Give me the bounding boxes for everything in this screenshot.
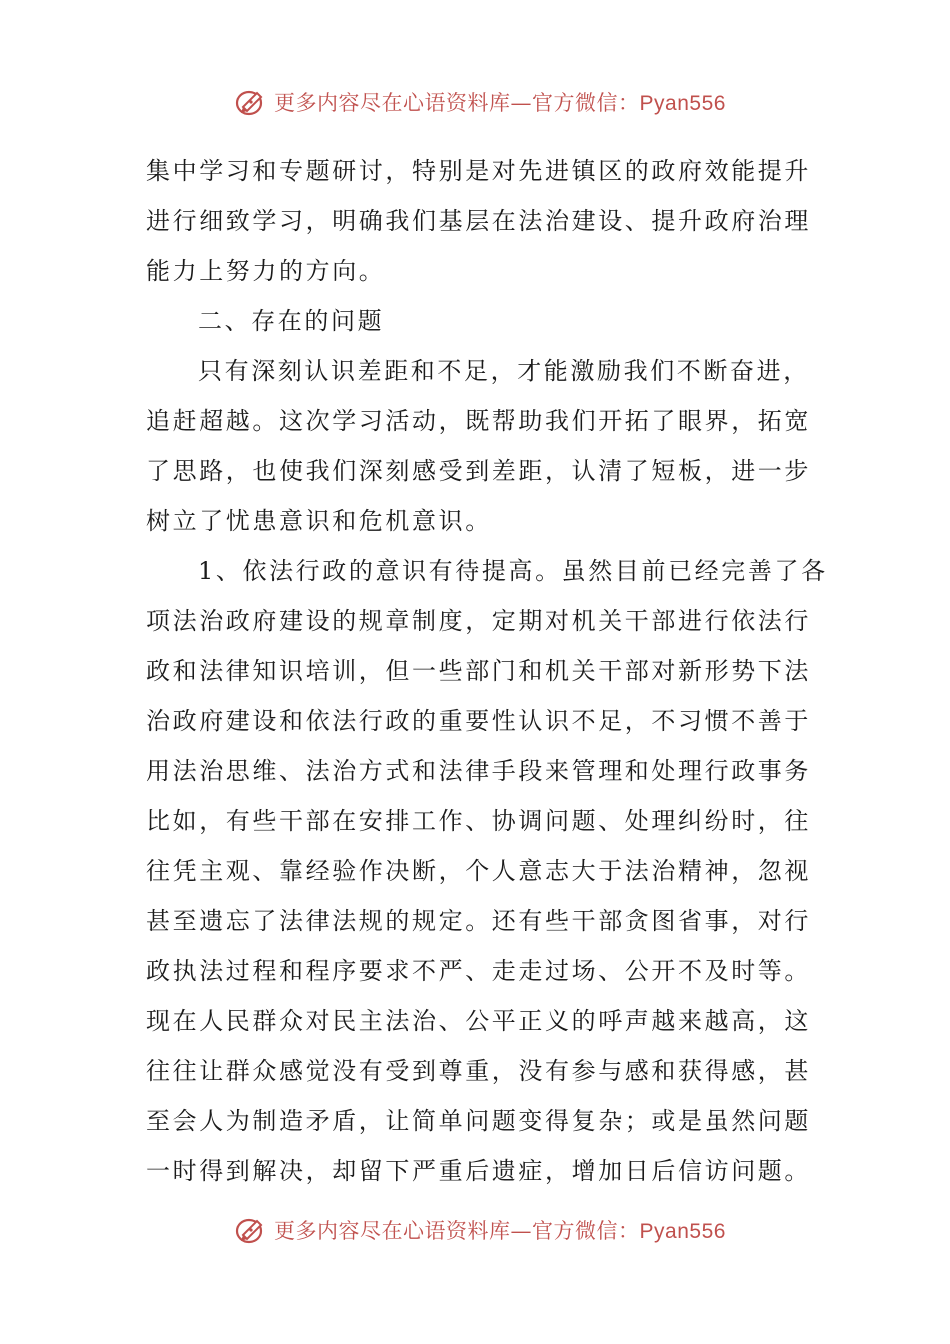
footer-watermark-banner [0,1210,950,1250]
body-line: 一时得到解决，却留下严重后遗症，增加日后信访问题。 [146,1157,811,1185]
banner-wechat-label: 官方微信： [532,91,640,115]
body-line: 往往让群众感觉没有受到尊重，没有参与感和获得感，甚 [146,1057,811,1085]
banner-text [274,87,726,117]
banner-text [274,1215,726,1245]
header-banner-inner [224,85,726,119]
banner-site-text: 更多内容尽在心语资料库 [274,91,511,115]
body-line: 能力上努力的方向。 [146,257,386,285]
footer-banner-inner [224,1213,726,1247]
body-line: 追赶超越。这次学习活动，既帮助我们开拓了眼界，拓宽 [146,407,811,435]
document-body [146,146,828,1196]
body-line: 往凭主观、靠经验作决断，个人意志大于法治精神，忽视 [146,857,811,885]
body-line: 树立了忧患意识和危机意识。 [146,507,492,535]
body-line: 治政府建设和依法行政的重要性认识不足，不习惯不善于 [146,707,811,735]
pen-nib-logo-icon [234,85,268,119]
banner-wechat-label: 官方微信： [532,1219,640,1243]
body-line: 1、依法行政的意识有待提高。虽然目前已经完善了各 [198,557,828,585]
body-line: 甚至遗忘了法律法规的规定。还有些干部贪图省事，对行 [146,907,811,935]
body-line: 集中学习和专题研讨，特别是对先进镇区的政府效能提升 [146,157,811,185]
banner-wechat-id: Pyan556 [639,92,726,115]
body-line: 进行细致学习，明确我们基层在法治建设、提升政府治理 [146,207,811,235]
body-line: 至会人为制造矛盾，让简单问题变得复杂；或是虽然问题 [146,1107,811,1135]
body-line: 只有深刻认识差距和不足，才能激励我们不断奋进， [198,357,810,385]
body-line: 了思路，也使我们深刻感受到差距，认清了短板，进一步 [146,457,811,485]
body-line: 政和法律知识培训，但一些部门和机关干部对新形势下法 [146,657,811,685]
banner-dash: — [510,91,533,115]
section-heading: 二、存在的问题 [198,307,385,335]
header-watermark-banner [0,82,950,122]
banner-dash: — [510,1219,533,1243]
body-line: 比如，有些干部在安排工作、协调问题、处理纠纷时，往 [146,807,811,835]
pen-nib-logo-icon [234,1213,268,1247]
banner-site-text: 更多内容尽在心语资料库 [274,1219,511,1243]
body-line: 项法治政府建设的规章制度，定期对机关干部进行依法行 [146,607,811,635]
body-line: 用法治思维、法治方式和法律手段来管理和处理行政事务 [146,757,811,785]
banner-wechat-id: Pyan556 [639,1220,726,1243]
body-line: 现在人民群众对民主法治、公平正义的呼声越来越高，这 [146,1007,811,1035]
body-line: 政执法过程和程序要求不严、走走过场、公开不及时等。 [146,957,811,985]
